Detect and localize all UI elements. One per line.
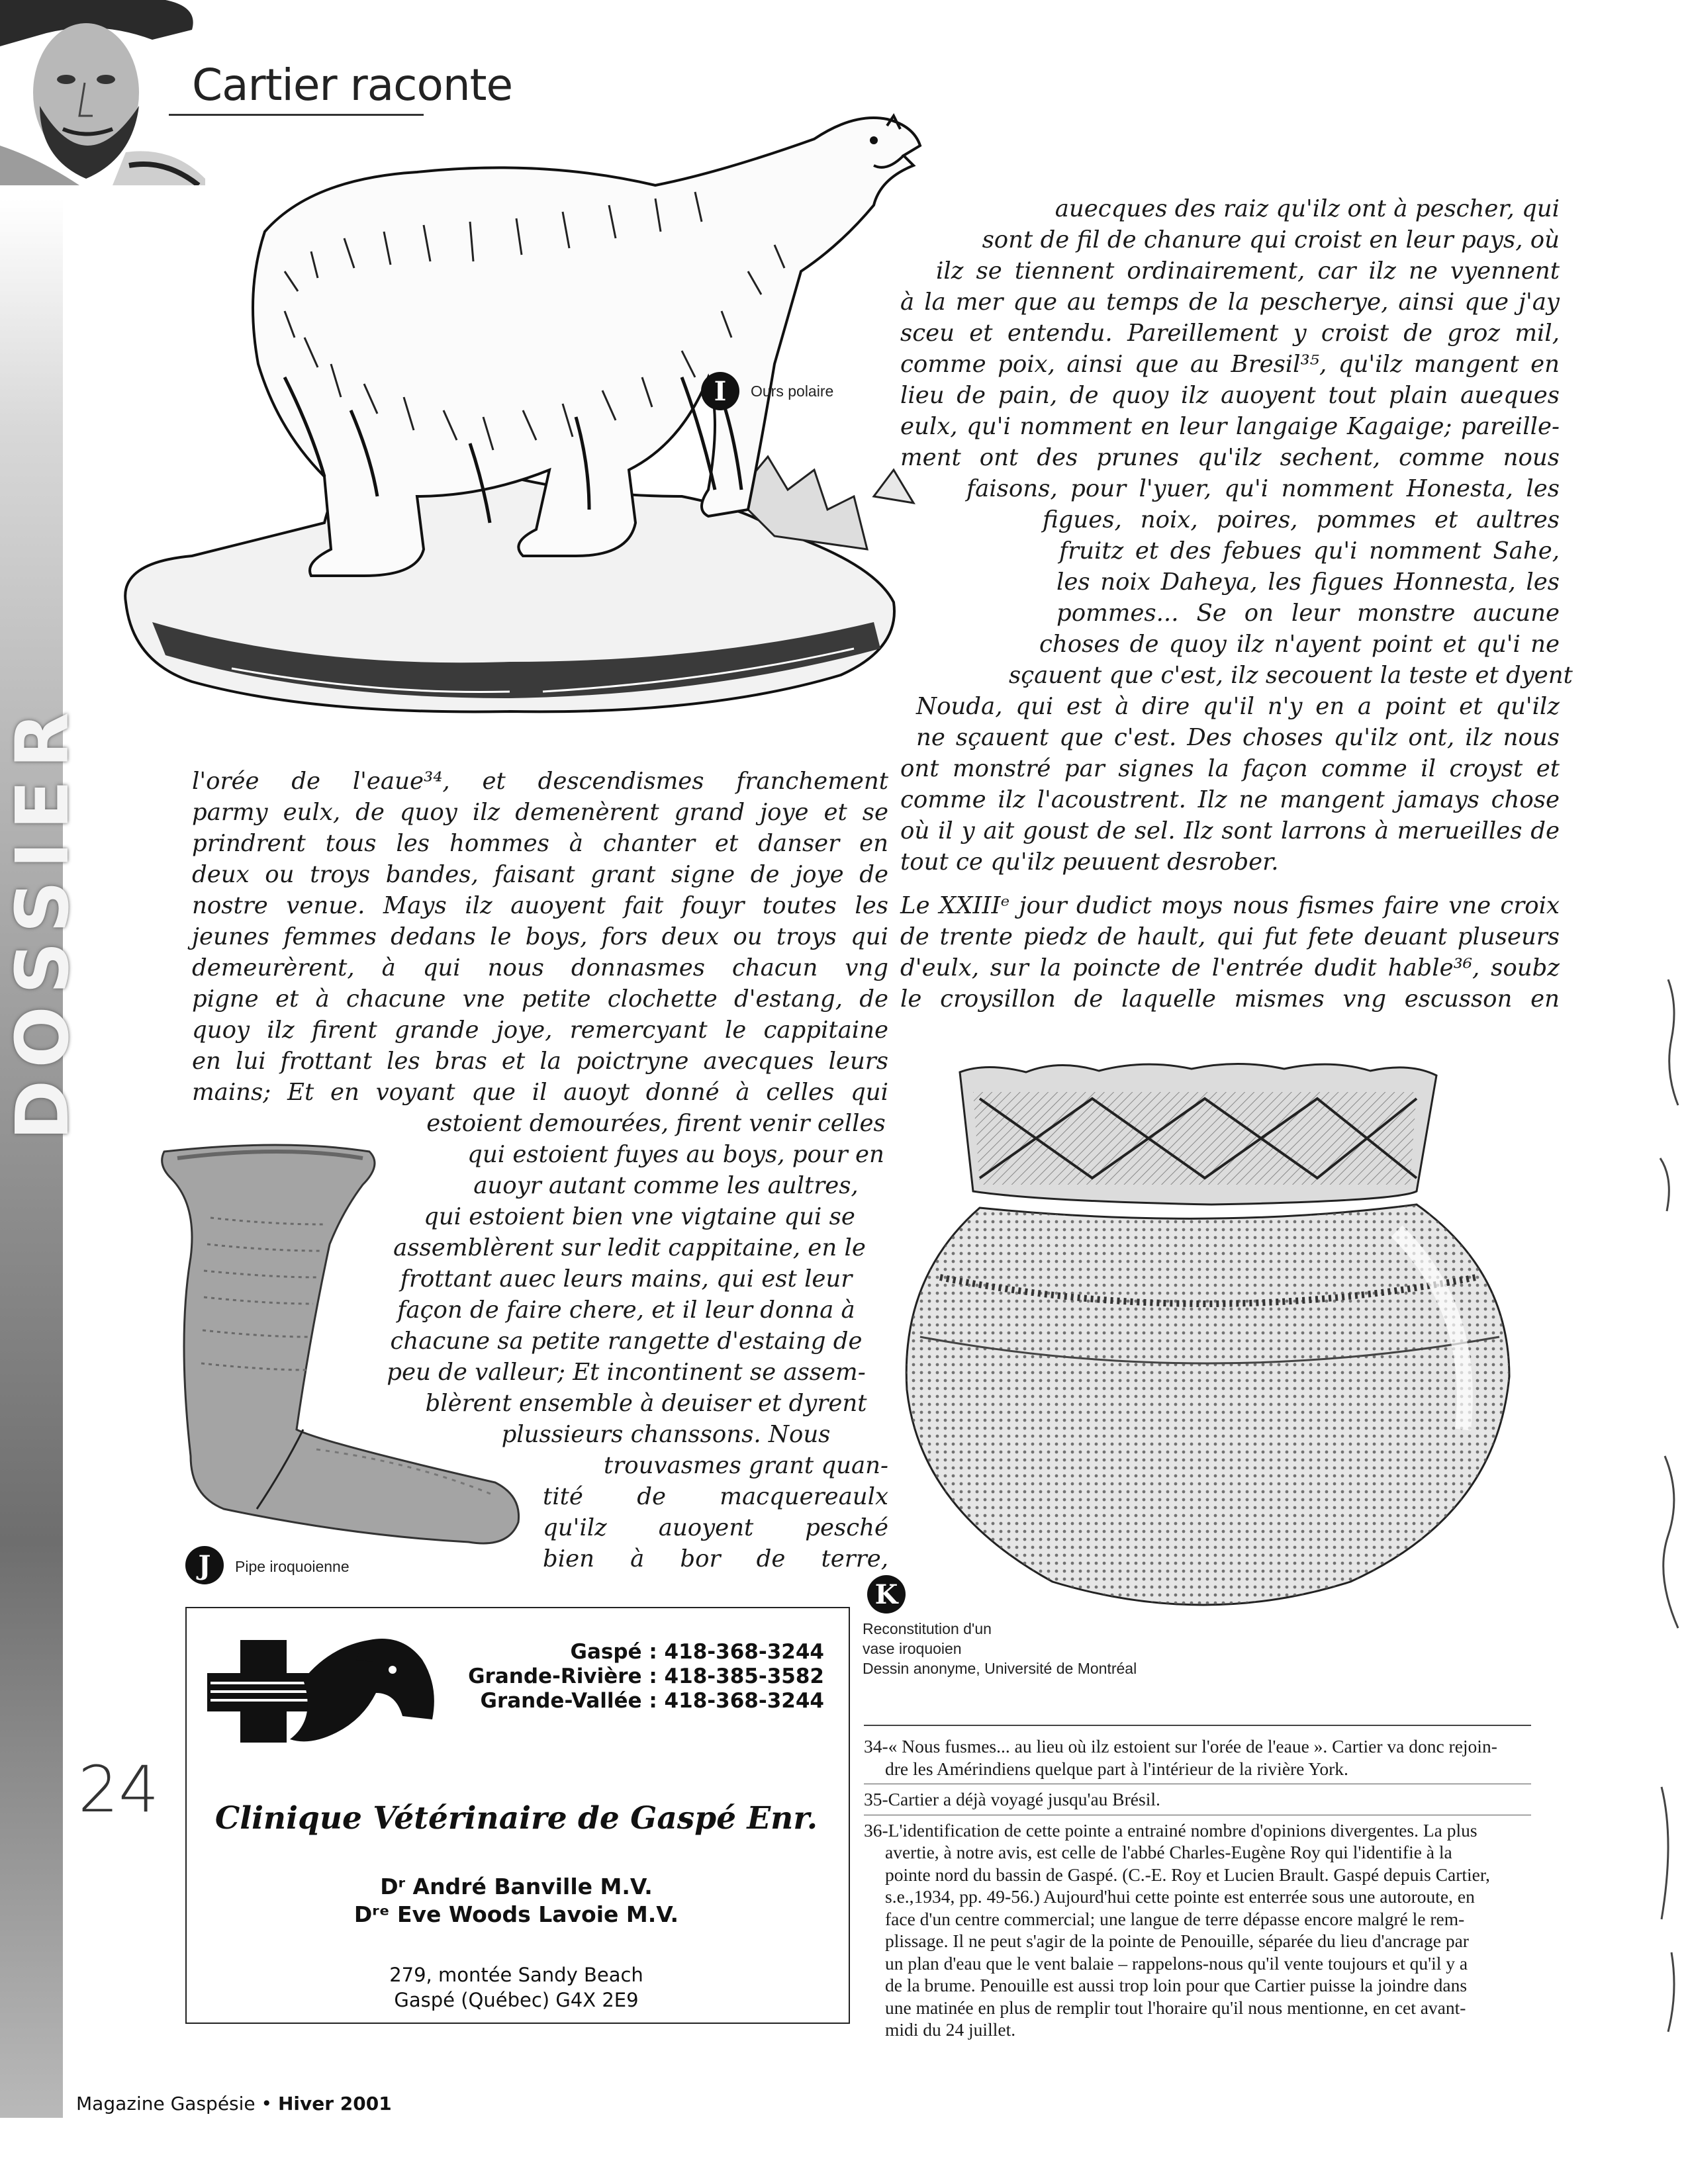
footnote-34: 34-« Nous fusmes... au lieu où ilz estoient sur l'orée de l'eaue ». Cartier va donc rejoin- dre les Amérindiens quelque part à l'intérieur de la rivière York. (864, 1735, 1531, 1784)
iroquois-vase-illustration (894, 1059, 1529, 1615)
clinic-address: 279, montée Sandy Beach Gaspé (Québec) G4X 2E9 (389, 1964, 643, 2011)
footnote-35: 35-Cartier a déjà voyagé jusqu'au Brésil. (864, 1788, 1531, 1815)
figure-marker-i: I (701, 372, 739, 410)
figure-marker-j: J (185, 1546, 224, 1584)
footnotes (864, 1735, 1531, 2049)
figure-marker-k: K (867, 1575, 906, 1614)
footer-bullet: • (261, 2093, 278, 2115)
vase-caption: Reconstitution d'un vase iroquoien Dessin anonyme, Université de Montréal (863, 1620, 1137, 1677)
facing-page-edge (1655, 0, 1688, 2184)
pipe-caption: Pipe iroquoienne (235, 1558, 350, 1575)
page-number: 24 (78, 1752, 160, 1827)
ad-phone-list (410, 1640, 824, 1713)
clinic-name: Clinique Vétérinaire de Gaspé Enr. (214, 1800, 818, 1837)
clinic-doctors: Dʳ André Banville M.V. Dʳᵉ Eve Woods Lavoie M.V. (353, 1874, 679, 1927)
right-column-top: auecques des raiz qu'ilz ont à pescher, qui sont de fil de chanure qui croist en leur pays, où ilz se tiennent ordinairement, car ilz ne vyennent à la mer que au temps de la pescherye, ainsi que j'ay sceu et entendu. Pareillement y croist de groz mil, comme poix, ainsi que au Bresil³⁵, qu'ilz mangent en lieu de pain, de quoy ilz auoyent tout plain aueques eulx, qu'i nomment en leur langaige Kagaige; pareille- ment ont des prunes qu'ilz sechent, comme nous faisons, pour l'yuer, qu'i nomment Honesta, les figues, noix, poires, pommes et aultres fruitz et des febues qu'i nomment Sahe, les noix Daheya, les figues Honnesta, les pommes... Se on leur monstre aucune choses de quoy ilz n'ayent point et qu'i ne sçauent que c'est, ilz secouent la teste et dyent Nouda, qui est à dire qu'il n'y en a point et qu'ilz ne sçauent que c'est. Des choses qu'ilz ont, ilz nous ont monstré par signes la façon comme il croyst et comme ilz l'acoustrent. Ilz ne mangent jamays chose où il y ait goust de sel. Ilz sont larrons à merueilles de tout ce qu'ilz peuuent desrober. (900, 195, 1573, 876)
issue-name: Hiver 2001 (277, 2093, 392, 2115)
left-column-top: l'orée de l'eaue³⁴, et descendismes franchement parmy eulx, de quoy ilz demenèrent grand joye et se prindrent tous les hommes à chanter et danser en deux ou troys bandes, faisant grant signe de joye de nostre venue. Mays ilz auoyent fait fouyr toutes les jeunes femmes dedans le boys, fors deux ou troys qui demeurèrent, à qui nous donnasmes chacun vng pigne et à chacune vne petite clochette d'estang, de quoy ilz firent grande joye, remercyant le cappitaine en lui frottant les bras et la poictryne avecques leurs mains; Et en voyant que il auoyt donné à celles qui (192, 768, 888, 1106)
dossier-label: DOSSIER (0, 700, 85, 1140)
vet-clinic-logo (204, 1633, 442, 1749)
right-column-para2: Le XXIIIᵉ jour dudict moys nous fismes faire vne croix de trente piedz de hault, qui fut fete deuant pluseurs d'eulx, sur la poincte de l'entrée dudit hable³⁶, soubz le croysillon de laquelle mismes vng escusson en (900, 892, 1560, 1013)
iroquois-pipe-illustration (151, 1138, 535, 1549)
bear-caption: Ours polaire (751, 383, 834, 400)
phone-gaspe: Gaspé : 418-368-3244 (570, 1640, 824, 1664)
section-title: Cartier raconte (192, 60, 513, 111)
magazine-name: Magazine Gaspésie (76, 2093, 256, 2115)
footnote-36: 36-L'identification de cette pointe a entrainé nombre d'opinions divergentes. La plus avertie, à notre avis, est celle de l'abbé Charles-Eugène Roy qui l'identifie à la pointe nord du bassin de Gaspé. (C.-E. Roy et Lucien Brault. Gaspé depuis Cartier, s.e.,1934, pp. 49-56.) Aujourd'hui cette pointe est enterrée sous une autoroute, en face d'un centre commercial; une langue de terre dépasse encore malgré le rem- plissage. Il ne peut s'agir de la pointe de Penouille, séparée du lieu d'ancrage par un plan d'eau que le vent balaie – rappelons-nous qu'il vente toujours et qu'il y a de la brume. Penouille est aussi trop loin pour que Cartier puisse la joindre dans une matinée en plus de remplir tout l'horaire qu'il nous mentionne, en cet avant- midi du 24 juillet. (864, 1819, 1490, 2040)
left-column-wrap: estoient demourées, firent venir celles qui estoient fuyes au boys, pour en auoyr autant comme les aultres, qui estoient bien vne vigtaine qui se assemblèrent sur ledit cappitaine, en le frottant auec leurs mains, qui est leur façon de faire chere, et il leur donna à chacune sa petite rangette d'estaing de peu de valleur; Et incontinent se assem- blèrent ensemble à deuiser et dyrent plussieurs chanssons. Nous trouvasmes grant quan- tité de macquereaulx qu'ilz auoyent pesché bien à bor de terre, (387, 1110, 888, 1572)
phone-grande-vallee: Grande-Vallée : 418-368-3244 (480, 1689, 824, 1713)
phone-grande-riviere: Grande-Rivière : 418-385-3582 (468, 1664, 824, 1688)
footnotes-rule (864, 1725, 1531, 1726)
page-footer (76, 2093, 392, 2115)
